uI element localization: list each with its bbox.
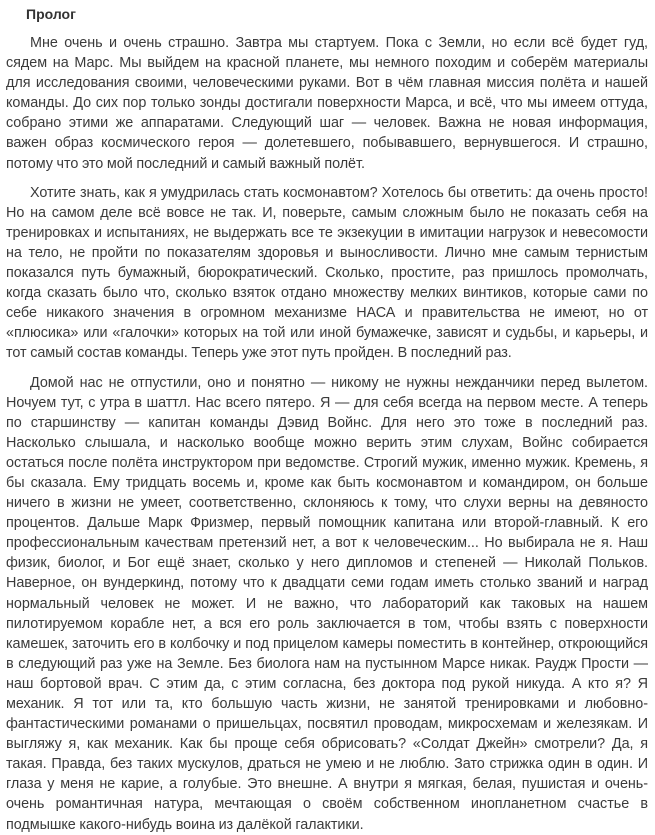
paragraph: Домой нас не отпустили, оно и понятно — никому не нужны нежданчики перед вылетом. Ночуем тут, с утра в шаттл. Нас всего пятеро. Я — для себя всегда на первом месте. А теперь по старшинству — капитан команды Дэвид Войнс. Для него это тоже в последний раз. Насколько слышала, и насколько вообще можно верить этим слухам, Войнс собирается остаться после полёта инструктором при ведомстве. Строгий мужик, именно мужик. Кремень, я бы сказала. Ему тридцать восемь и, кроме как быть космонавтом и командиром, он больше ничего в жизни не умеет, соответственно, склоняюсь к тому, что слухи верны на девяносто процентов. Дальше Марк Фризмер, первый помощник капитана или второй-главный. К его профессиональным качествам претензий нет, а вот к человеческим... Но выбирала не я. Наш физик, биолог, и Бог ещё знает, сколько у него дипломов и степеней — Николай Польков. Наверное, он вундеркинд, потому что к двадцати семи годам иметь столько званий и наград нормальный человек не может. И не важно, что лабораторий как таковых на нашем пилотируемом корабле нет, а вся его роль заключается в том, чтобы взять с поверхности камешек, заточить его в колбочку и под прицелом камеры поместить в контейнер, откроющийся в следующий раз уже на Земле. Без биолога нам на пустынном Марсе никак. Раудж Прости — наш бортовой врач. С этим да, с этим согласна, без доктора под рукой никуда. А кто я? Я механик. Я тот или та, кто большую часть жизни, не занятой тренировками и любовно-фантастическими романами о пришельцах, посвятил проводам, микросхемам и железякам. И выгляжу я, как механик. Как бы проще себя обрисовать? «Солдат Джейн» смотрели? Да, я такая. Правда, без таких мускулов, драться не умею и не люблю. Зато стрижка один в один. И глаза у меня не карие, а голубые. Это внешне. А внутри я мягкая, белая, пушистая и очень-очень романтичная натура, мечтающая о своём собственном инопланетном счастье в подмышке какого-нибудь воина из далёкой галактики.	[6, 374, 648, 833]
paragraph: Мне очень и очень страшно. Завтра мы стартуем. Пока с Земли, но если всё будет гуд, сядем на Марс. Мы выйдем на красной планете, мы немного походим и соберём материалы для исследования своими, человеческими руками. Вот в чём главная миссия полёта и нашей команды. До сих пор только зонды достигали поверхности Марса, и всё, что мы имеем оттуда, собрано этими же аппаратами. Следующий шаг — человек. Важна не новая информация, важен образ космического героя — долетевшего, побывавшего, вернувшегося. И страшно, потому что это мой последний и самый важный полёт.	[6, 35, 648, 172]
chapter-title: Пролог	[26, 6, 76, 22]
paragraph: Хотите знать, как я умудрилась стать космонавтом? Хотелось бы ответить: да очень просто! Но на самом деле всё вовсе не так. И, поверьте, самым сложным было не показать себя на тренировках и испытаниях, не выдержать все те экзекуции в имитации нагрузок и невесомости на тело, не пройти по показателям здоровья и выносливости. Лично мне самым тернистым показался путь бумажный, бюрократический. Сколько, простите, раз пришлось промолчать, когда сказать было что, сколько взяток отдано множеству мелких винтиков, которые сами по себе никакого значения в огромном механизме НАСА и правительства не имеют, но от «плюсика» или «галочки» которых на той или иной бумажечке, зависят и судьбы, и карьеры, и тот самый состав команды. Теперь уже этот путь пройден. В последний раз.	[6, 184, 648, 362]
